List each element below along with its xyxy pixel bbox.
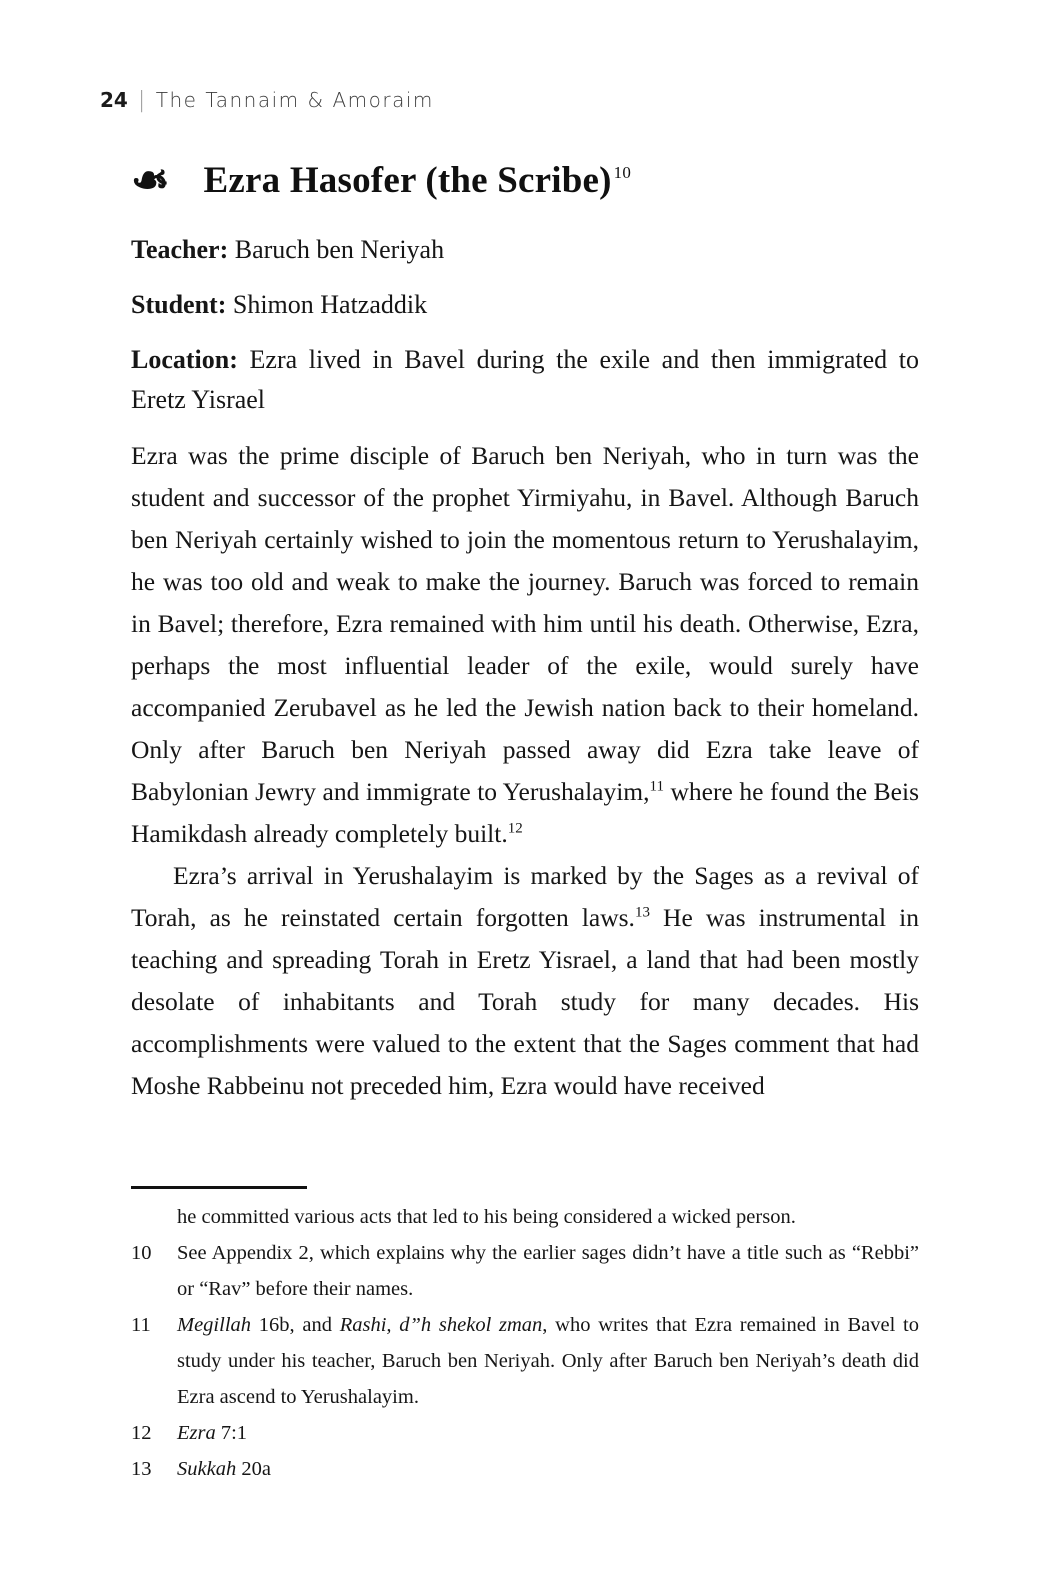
footnote-10-text: See Appendix 2, which explains why the earlier sages didn’t have a title such as “Rebbi” or “Rav” before their names. [177,1242,919,1300]
footnote-12-source: Ezra [177,1422,216,1444]
footnote-ref-13: 13 [634,904,650,921]
par1-text: Ezra was the prime disciple of Baruch ben Neriyah, who in turn was the student and successor of the prophet Yirmiyahu, in Bavel. Although Baruch ben Neriyah certainly wished to join the momentous return to Yerushalayim, he was too old and weak to make the journey. Baruch was forced to remain in Bavel; therefore, Ezra remained with him until his death. Otherwise, Ezra, perhaps the most influential leader of the exile, would surely have accompanied Zerubavel as he led the Jewish nation back to their homeland. Only after Baruch ben Neriyah passed away did Ezra take leave of Babylonian Jewry and immigrate to Yerushalayim, [131,441,919,806]
footnote-10 [131,1235,919,1307]
location-label: Location: [131,345,238,374]
footnote-13 [131,1451,919,1487]
teacher-value: Baruch ben Neriyah [228,235,445,264]
footnote-12 [131,1415,919,1451]
student-line [131,285,919,325]
header-divider: | [137,88,146,113]
footnote-11 [131,1307,919,1415]
footnote-11-text: 16b, and [251,1314,340,1336]
body-paragraph-1 [131,435,919,855]
running-title: The Tannaim & Amoraim [155,88,434,112]
footnote-11-source: Megillah [177,1314,252,1336]
footnote-13-number: 13 [131,1458,152,1480]
footnote-13-source: Sukkah [177,1458,237,1480]
footnote-10-number: 10 [131,1242,152,1264]
section-title [204,160,632,203]
body-paragraph-2 [131,855,919,1107]
location-line [131,340,919,420]
footnote-13-text: 20a [236,1458,271,1480]
footnote-12-number: 12 [131,1422,152,1444]
footnote-ref-12: 12 [507,820,523,837]
footnote-12-text: 7:1 [215,1422,248,1444]
par2-text-2: He was instrumental in teaching and spreading Torah in Eretz Yisrael, a land that had been mostly desolate of inhabitants and Torah study for many decades. His accomplishments were valued to the extent that the Sages comment that had Moshe Rabbeinu not preceded him, Ezra would have received [131,903,919,1100]
footnotes-section [131,1186,919,1487]
par2-text: Ezra’s arrival in Yerushalayim is marked by the Sages as a revival of Torah, as he reinstated certain forgotten laws. [131,861,919,932]
teacher-label: Teacher: [131,235,229,264]
footnote-11-source-2: Rashi, d”h shekol zman [339,1314,543,1336]
section-title-text: Ezra Hasofer (the Scribe) [203,159,612,201]
teacher-line [131,230,919,270]
footnote-continuation: he committed various acts that led to his being considered a wicked person. [177,1206,796,1228]
footnote-11-number: 11 [131,1314,151,1336]
fleuron-ornament-icon: ❧ [131,155,170,206]
par1-text-2: where he found the Beis Hamikdash already completely built. [131,777,919,848]
footnote-ref-11: 11 [649,778,664,795]
student-value: Shimon Hatzaddik [226,290,428,319]
main-text-column [131,155,919,1107]
title-footnote-ref: 10 [613,163,632,183]
page-number: 24 [100,88,128,112]
section-heading [131,155,919,206]
location-value: Ezra lived in Bavel during the exile and then immigrated to Eretz Yisrael [131,345,919,414]
student-label: Student: [131,290,227,319]
page-header [100,88,434,113]
footnote-separator-rule [131,1186,307,1189]
footnote-11-text-2: , who writes that Ezra remained in Bavel to study under his teacher, Baruch ben Neriyah. Only after Baruch ben Neriyah’s death did Ezra ascend to Yerushalayim. [177,1314,919,1408]
